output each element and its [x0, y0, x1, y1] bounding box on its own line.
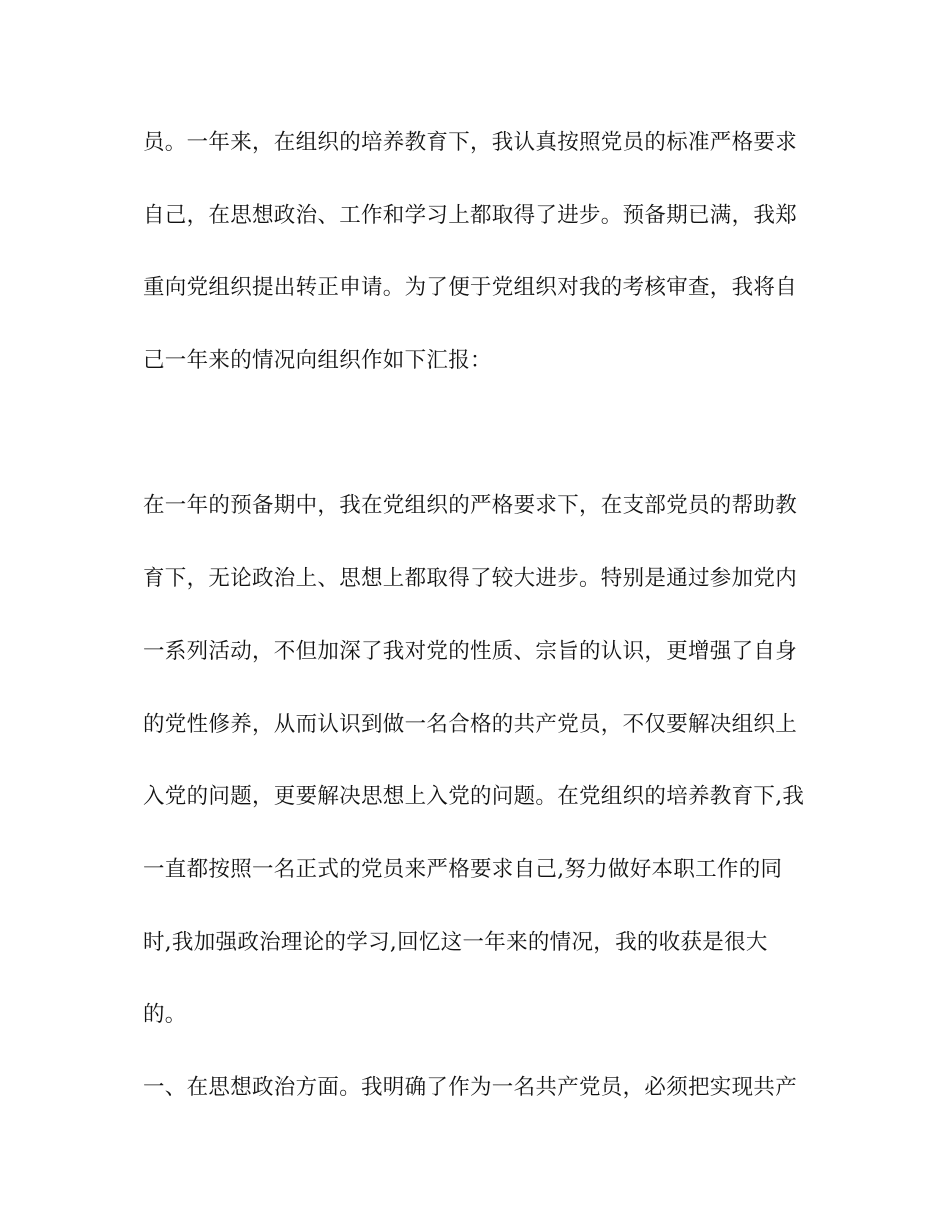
text-line: 一系列活动，不但加深了我对党的性质、宗旨的认识，更增强了自身 [143, 639, 798, 664]
text-line: 员。一年来，在组织的培养教育下，我认真按照党员的标准严格要求 [143, 130, 798, 155]
text-line: 入党的问题，更要解决思想上入党的问题。在党组织的培养教育下,我 [143, 784, 805, 809]
text-line: 重向党组织提出转正申请。为了便于党组织对我的考核审查，我将自 [143, 275, 798, 300]
text-line: 育下，无论政治上、思想上都取得了较大进步。特别是通过参加党内 [143, 566, 798, 591]
text-line: 一、在思想政治方面。我明确了作为一名共产党员，必须把实现共产 [143, 1075, 798, 1100]
text-line: 的。 [143, 1002, 187, 1027]
text-line: 己一年来的情况向组织作如下汇报： [143, 348, 492, 373]
text-line: 的党性修养，从而认识到做一名合格的共产党员，不仅要解决组织上 [143, 712, 798, 737]
text-line: 时,我加强政治理论的学习,回忆这一年来的情况，我的收获是很大 [143, 930, 768, 955]
text-line: 一直都按照一名正式的党员来严格要求自己,努力做好本职工作的同 [143, 857, 783, 882]
text-line: 自己，在思想政治、工作和学习上都取得了进步。预备期已满，我郑 [143, 203, 798, 228]
text-line: 在一年的预备期中，我在党组织的严格要求下，在支部党员的帮助教 [143, 493, 798, 518]
